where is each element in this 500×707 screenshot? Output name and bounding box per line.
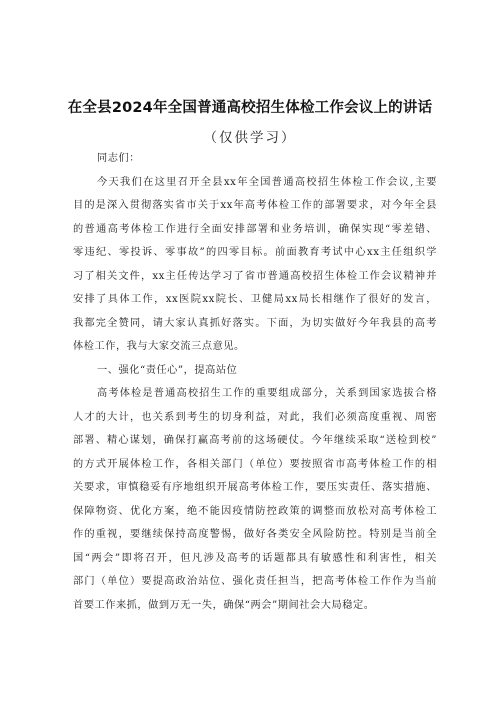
paragraph-line: 保障物资、优化方案，绝不能因疫情防控政策的调整而放松对高考体检工 bbox=[73, 505, 437, 517]
paragraph-line: 作的重视，要继续保持高度警惕，做好各类安全风险防控。特别是当前全 bbox=[73, 529, 437, 540]
paragraph-line: 部署、精心谋划，确保打赢高考前的这场硬仗。今年继续采取“送检到校” bbox=[73, 435, 437, 446]
paragraph-line: 零违纪、零投诉、零事故”的四零目标。前面教育考试中心xx主任组织学 bbox=[73, 247, 437, 258]
paragraph-line: 今天我们在这里召开全县xx年全国普通高校招生体检工作会议,主要 bbox=[97, 176, 437, 188]
document-body bbox=[73, 147, 437, 617]
paragraph-line: 安排了具体工作，xx医院xx院长、卫健局xx局长相继作了很好的发言， bbox=[73, 294, 437, 305]
paragraph-line: 的普通高考体检工作进行全面安排部署和业务培训，确保实现“零差错、 bbox=[73, 223, 437, 235]
paragraph-line: 习了相关文件，xx主任传达学习了省市普通高校招生体检工作会议精神并 bbox=[73, 270, 437, 282]
paragraph-line: 体检工作，我与大家交流三点意见。 bbox=[73, 341, 245, 352]
paragraph-line: 人才的大计，也关系到考生的切身利益，对此，我们必须高度重视、周密 bbox=[73, 411, 437, 423]
paragraph-2 bbox=[73, 382, 437, 617]
paragraph-line: 部门（单位）要提高政治站位、强化责任担当，把高考体检工作作为当前 bbox=[73, 576, 437, 587]
paragraph-line: 的方式开展体检工作，各相关部门（单位）要按照省市高考体检工作的相 bbox=[73, 458, 437, 470]
document-title: 在全县2024年全国普通高校招生体检工作会议上的讲话 bbox=[67, 100, 433, 116]
section-heading: 一、强化“责任心”，提高站位 bbox=[97, 364, 238, 376]
salutation: 同志们： bbox=[97, 153, 140, 164]
paragraph-1 bbox=[73, 171, 437, 359]
paragraph-line: 目的是深入贯彻落实省市关于xx年高考体检工作的部署要求，对今年全县 bbox=[73, 200, 437, 211]
paragraph-line: 高考体检是普通高校招生工作的重要组成部分，关系到国家选拔合格 bbox=[97, 388, 437, 399]
paragraph-line: 我都完全赞同，请大家认真抓好落实。下面，为切实做好今年我县的高考 bbox=[73, 317, 437, 329]
paragraph-line: 关要求，审慎稳妥有序地组织开展高考体检工作，要压实责任、落实措施、 bbox=[73, 482, 437, 493]
paragraph-line: 首要工作来抓，做到万无一失，确保“两会”期间社会大局稳定。 bbox=[73, 599, 375, 611]
document-subtitle: （仅供学习） bbox=[203, 130, 297, 146]
paragraph-line: 国“两会”即将召开，但凡涉及高考的话题都具有敏感性和利害性，相关 bbox=[73, 552, 437, 564]
